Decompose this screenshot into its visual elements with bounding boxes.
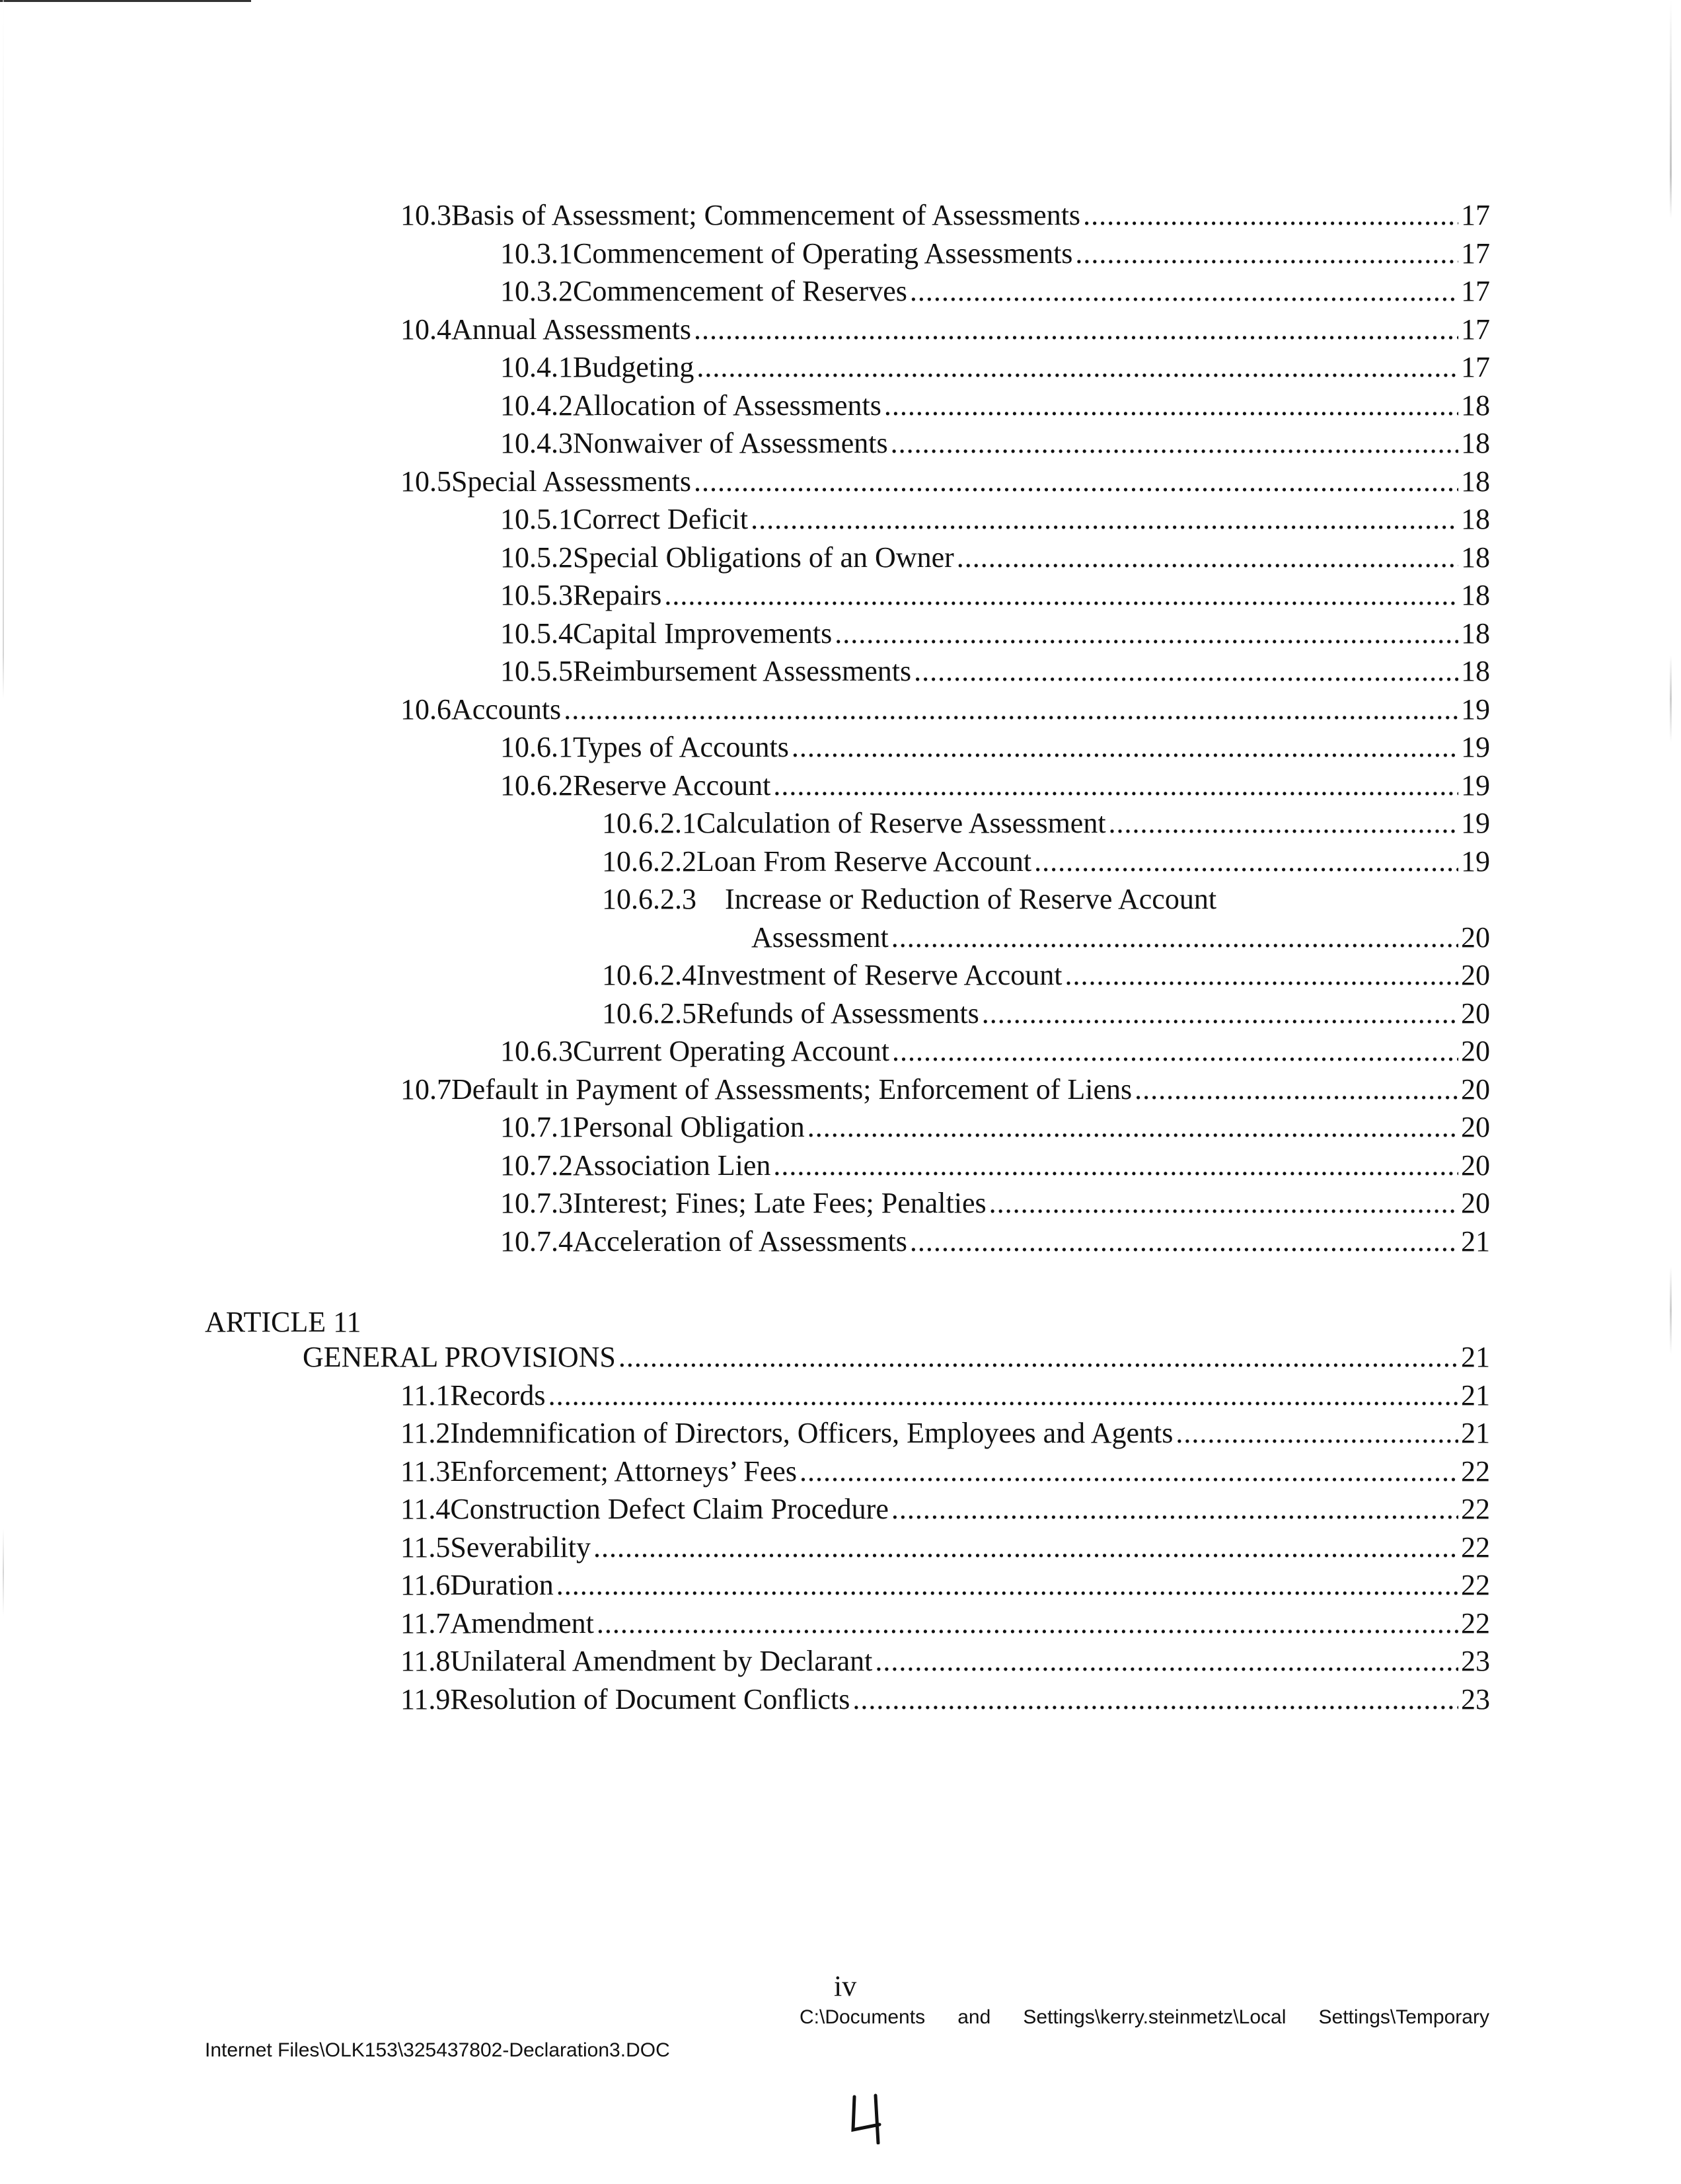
toc-entry-title: Refunds of Assessments <box>696 997 979 1030</box>
file-path-word: and <box>957 2006 991 2028</box>
toc-entry-page: 20 <box>1461 1187 1490 1219</box>
dot-leader <box>891 1492 1458 1526</box>
scan-artifact-left-edge <box>3 0 4 2184</box>
toc-entry <box>500 274 1490 309</box>
dot-leader <box>892 1034 1458 1069</box>
toc-entry-number: 10.5.3 <box>500 579 573 611</box>
toc-entry-page: 18 <box>1461 541 1490 574</box>
toc-entry-title: Nonwaiver of Assessments <box>573 427 888 459</box>
toc-entry-number: 11.2 <box>400 1417 451 1449</box>
toc-entry-title: Annual Assessments <box>451 313 691 346</box>
file-path-word: Settings\kerry.steinmetz\Local <box>1023 2006 1287 2028</box>
toc-entry-title: Calculation of Reserve Assessment <box>696 807 1106 839</box>
toc-entry <box>500 1224 1490 1259</box>
toc-entry-number: 10.3.2 <box>500 275 573 307</box>
page-number: iv <box>834 1970 857 2002</box>
toc-entry-number: 10.6.2.2 <box>602 845 696 878</box>
toc-entry <box>500 769 1490 803</box>
dot-leader <box>694 313 1458 347</box>
toc-entry-title: Accounts <box>451 693 562 726</box>
toc-entry-number: 10.6.2.3 <box>602 883 696 915</box>
toc-entry-title: Default in Payment of Assessments; Enforcement of Liens <box>451 1073 1133 1106</box>
toc-entry-title: Amendment <box>450 1606 594 1639</box>
toc-entry-page: 22 <box>1461 1606 1490 1639</box>
toc-entry-page: 17 <box>1461 275 1490 307</box>
dot-leader <box>1075 237 1458 271</box>
toc-entry-number: 11.1 <box>400 1378 451 1412</box>
toc-entry-page: 17 <box>1461 313 1490 346</box>
toc-entry-number: 11.6 <box>400 1569 451 1601</box>
toc-entry <box>400 1454 1490 1489</box>
dot-leader <box>773 769 1458 803</box>
dot-leader <box>852 1682 1458 1717</box>
toc-entry-title: Types of Accounts <box>573 731 789 763</box>
toc-entry-title: Construction Defect Claim Procedure <box>450 1493 889 1525</box>
toc-article-title-row <box>303 1340 1490 1374</box>
toc-entry <box>400 1378 1490 1413</box>
dot-leader <box>1176 1416 1458 1450</box>
dot-leader <box>1083 198 1458 233</box>
dot-leader <box>664 578 1458 613</box>
toc-entry-title: Reimbursement Assessments <box>573 655 912 687</box>
toc-entry-title: Indemnification of Directors, Officers, Employees and Agents <box>450 1417 1174 1449</box>
toc-entry <box>500 541 1490 575</box>
toc-entry <box>400 1530 1490 1565</box>
toc-entry-page: 18 <box>1461 617 1490 650</box>
dot-leader <box>957 541 1458 575</box>
toc-entry <box>602 958 1490 993</box>
toc-entry-number: 11.5 <box>400 1530 451 1563</box>
toc-entry-number: 10.5.2 <box>500 541 573 574</box>
dot-leader <box>618 1340 1458 1374</box>
toc-entry-page: 20 <box>1461 959 1490 991</box>
toc-entry-number: 10.6.2.5 <box>602 997 696 1030</box>
toc-entry <box>400 1682 1490 1717</box>
toc-entry-title: Commencement of Reserves <box>573 275 907 307</box>
toc-entry-title: Resolution of Document Conflicts <box>450 1682 850 1715</box>
toc-entry <box>400 313 1490 347</box>
toc-entry-number: 11.8 <box>400 1645 451 1677</box>
toc-entry-number: 10.6.3 <box>500 1035 573 1067</box>
toc-entry-page: 19 <box>1461 845 1490 878</box>
toc-entry-title: Loan From Reserve Account <box>696 845 1032 878</box>
file-path-line-2: Internet Files\OLK153\325437802-Declaration3.DOC <box>205 2039 670 2061</box>
dot-leader <box>548 1378 1458 1413</box>
toc-entry-page: 23 <box>1461 1682 1490 1715</box>
toc-entry-title: Severability <box>450 1530 591 1563</box>
file-path-word: Settings\Temporary <box>1318 2006 1489 2028</box>
toc-entry-page: 21 <box>1461 1417 1490 1449</box>
toc-entry <box>500 617 1490 651</box>
toc-entry-continued <box>751 921 1490 955</box>
dot-leader <box>1065 958 1458 993</box>
article-title: GENERAL PROVISIONS <box>303 1341 616 1373</box>
toc-entry-title: Special Assessments <box>451 465 691 498</box>
scan-artifact-top-line <box>0 0 251 2</box>
toc-entry-number: 10.4.1 <box>500 351 573 383</box>
toc-entry-title: Interest; Fines; Late Fees; Penalties <box>573 1187 987 1219</box>
toc-entry-title: Repairs <box>573 579 662 611</box>
toc-entry-page: 21 <box>1461 1378 1490 1412</box>
toc-entry-number: 10.4 <box>400 313 451 346</box>
toc-entry-number: 10.5.1 <box>500 503 573 535</box>
toc-entry-title: Commencement of Operating Assessments <box>573 237 1073 270</box>
dot-leader <box>982 997 1458 1031</box>
toc-entry <box>500 389 1490 423</box>
toc-entry-title: Increase or Reduction of Reserve Account <box>725 883 1217 915</box>
toc-entry-page: 20 <box>1461 1035 1490 1067</box>
dot-leader <box>593 1530 1458 1565</box>
toc-entry-page: 18 <box>1461 465 1490 498</box>
toc-entry-title: Acceleration of Assessments <box>573 1224 907 1258</box>
dot-leader <box>1135 1073 1458 1107</box>
toc-entry <box>500 237 1490 271</box>
dot-leader <box>564 693 1458 727</box>
toc-entry <box>500 502 1490 537</box>
article-page: 21 <box>1461 1341 1490 1373</box>
toc-entry-page: 17 <box>1461 351 1490 383</box>
toc-entry <box>602 882 1490 917</box>
toc-entry-title: Capital Improvements <box>573 617 833 650</box>
toc-entry-title: Allocation of Assessments <box>573 389 881 422</box>
dot-leader <box>597 1606 1458 1641</box>
toc-entry-page: 19 <box>1461 731 1490 763</box>
toc-entry-page: 20 <box>1461 1111 1490 1143</box>
toc-entry-page: 22 <box>1461 1530 1490 1563</box>
toc-entry <box>400 1606 1490 1641</box>
toc-entry-page: 20 <box>1461 1073 1490 1106</box>
file-path-word: C:\Documents <box>800 2006 926 2028</box>
article-11-heading: ARTICLE 11 <box>205 1306 361 1338</box>
toc-entry-number: 10.4.2 <box>500 389 573 422</box>
toc-entry <box>500 1034 1490 1069</box>
dot-leader <box>800 1454 1458 1489</box>
toc-entry-title: Records <box>450 1378 546 1412</box>
toc-entry-number: 10.7.3 <box>500 1187 573 1219</box>
file-path-line-1 <box>800 2006 1489 2029</box>
toc-entry-title: Correct Deficit <box>573 503 749 535</box>
toc-entry-page: 21 <box>1461 1224 1490 1258</box>
dot-leader <box>875 1644 1458 1678</box>
dot-leader <box>891 426 1458 461</box>
toc-entry <box>500 654 1490 689</box>
toc-entry-page: 18 <box>1461 503 1490 535</box>
toc-entry <box>400 1644 1490 1678</box>
toc-entry <box>500 1186 1490 1221</box>
toc-entry-number: 10.3 <box>400 199 451 231</box>
dot-leader <box>751 502 1458 537</box>
toc-entry-page: 18 <box>1461 389 1490 422</box>
toc-entry <box>500 578 1490 613</box>
toc-entry-number: 10.6.2 <box>500 769 573 802</box>
toc-entry <box>602 806 1490 841</box>
toc-entry <box>400 198 1490 233</box>
toc-entry-page: 18 <box>1461 655 1490 687</box>
toc-entry <box>400 693 1490 727</box>
dot-leader <box>792 730 1458 765</box>
dot-leader <box>884 389 1458 423</box>
toc-entry-number: 11.4 <box>400 1493 451 1525</box>
dot-leader <box>910 1224 1458 1259</box>
handwritten-page-mark <box>849 2091 889 2144</box>
toc-entry-title: Association Lien <box>573 1148 771 1182</box>
dot-leader <box>696 350 1458 385</box>
toc-entry-number: 10.3.1 <box>500 237 573 270</box>
toc-entry <box>500 1110 1490 1145</box>
toc-entry-number: 10.4.3 <box>500 427 573 459</box>
toc-entry <box>400 1568 1490 1602</box>
toc-entry-page: 19 <box>1461 807 1490 839</box>
toc-entry <box>602 997 1490 1031</box>
toc-entry-number: 11.7 <box>400 1606 451 1639</box>
toc-entry <box>500 730 1490 765</box>
dot-leader <box>910 274 1458 309</box>
toc-entry-page: 19 <box>1461 693 1490 726</box>
toc-entry-number: 10.7 <box>400 1073 451 1106</box>
dot-leader <box>773 1148 1458 1183</box>
toc-entry-number: 11.9 <box>400 1682 451 1715</box>
toc-entry-title: Duration <box>450 1569 554 1601</box>
toc-entry <box>500 426 1490 461</box>
toc-entry-number: 10.6.2.1 <box>602 807 696 839</box>
toc-entry <box>400 465 1490 499</box>
dot-leader <box>914 654 1458 689</box>
toc-entry-title: Current Operating Account <box>573 1035 889 1067</box>
toc-entry-title: Investment of Reserve Account <box>696 959 1063 991</box>
toc-entry-page: 17 <box>1461 237 1490 270</box>
toc-entry-number: 10.7.1 <box>500 1111 573 1143</box>
toc-entry <box>500 350 1490 385</box>
toc-entry-number: 10.5.4 <box>500 617 573 650</box>
toc-entry-page: 17 <box>1461 199 1490 231</box>
toc-entry-title: Reserve Account <box>573 769 771 802</box>
toc-entry-number: 10.6 <box>400 693 451 726</box>
toc-entry-title-continued: Assessment <box>751 921 889 954</box>
toc-entry-page: 18 <box>1461 579 1490 611</box>
toc-entry-page: 20 <box>1461 1148 1490 1182</box>
toc-entry-title: Basis of Assessment; Commencement of Assessments <box>451 199 1081 231</box>
toc-entry-number: 10.5.5 <box>500 655 573 687</box>
toc-entry-page: 18 <box>1461 427 1490 459</box>
toc-entry <box>602 845 1490 879</box>
toc-entry-number: 10.7.4 <box>500 1224 573 1258</box>
toc-entry <box>400 1492 1490 1526</box>
toc-entry-title: Personal Obligation <box>573 1111 805 1143</box>
dot-leader <box>1034 845 1458 879</box>
toc-entry <box>400 1416 1490 1450</box>
toc-entry-page: 20 <box>1461 921 1490 954</box>
dot-leader <box>989 1186 1458 1221</box>
toc-entry-number: 10.7.2 <box>500 1148 573 1182</box>
toc-entry-page: 22 <box>1461 1569 1490 1601</box>
toc-entry <box>500 1148 1490 1183</box>
toc-entry-title: Enforcement; Attorneys’ Fees <box>450 1454 797 1487</box>
toc-entry-title: Unilateral Amendment by Declarant <box>450 1645 873 1677</box>
dot-leader <box>835 617 1458 651</box>
toc-entry-page: 20 <box>1461 997 1490 1030</box>
toc-entry <box>400 1073 1490 1107</box>
toc-entry-page: 23 <box>1461 1645 1490 1677</box>
toc-entry-page: 22 <box>1461 1454 1490 1487</box>
dot-leader <box>556 1568 1458 1602</box>
dot-leader <box>694 465 1458 499</box>
toc-entry-page: 19 <box>1461 769 1490 802</box>
dot-leader <box>807 1110 1458 1145</box>
scan-artifact-right-edge <box>1670 0 1672 2184</box>
toc-entry-number: 10.6.2.4 <box>602 959 696 991</box>
toc-entry-page: 22 <box>1461 1493 1490 1525</box>
toc-entry-number: 10.6.1 <box>500 731 573 763</box>
toc-entry-number: 11.3 <box>400 1454 451 1487</box>
dot-leader <box>891 921 1458 955</box>
dot-leader <box>1109 806 1458 841</box>
toc-entry-number: 10.5 <box>400 465 451 498</box>
toc-entry-title: Budgeting <box>573 351 694 383</box>
toc-entry-title: Special Obligations of an Owner <box>573 541 954 574</box>
